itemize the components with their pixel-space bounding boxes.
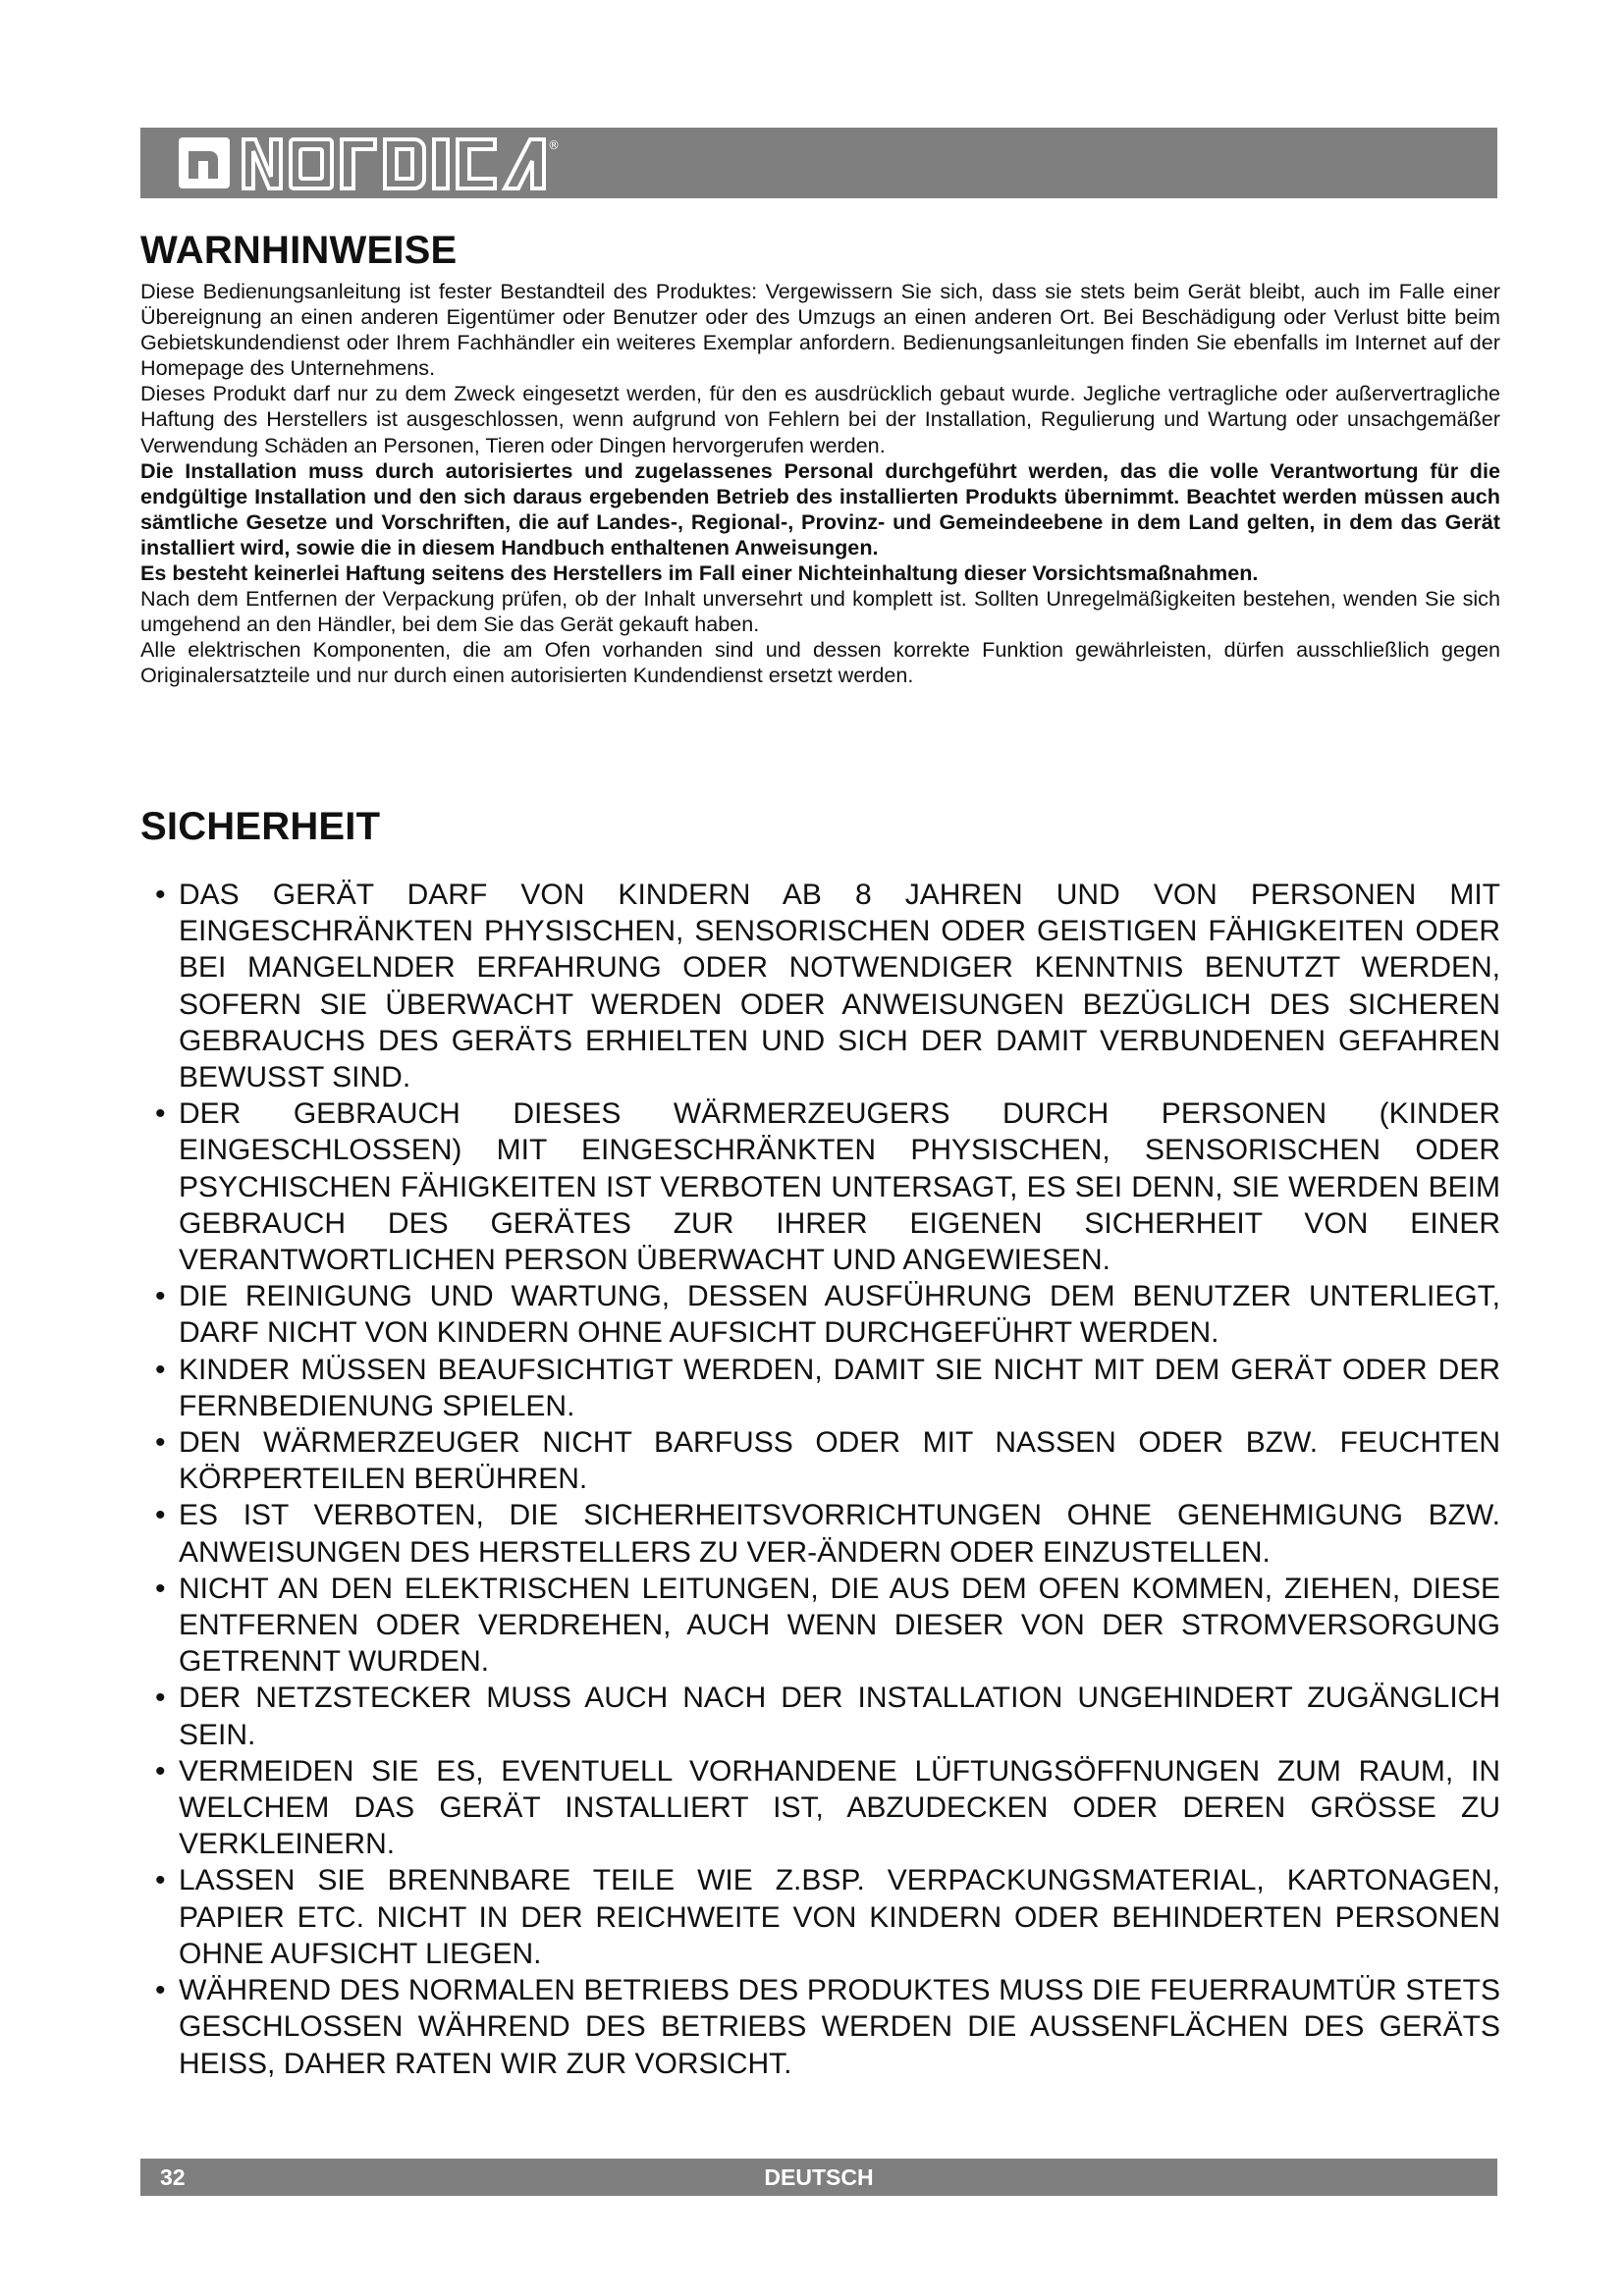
- page-number: 32: [160, 2164, 186, 2190]
- warnings-body: [140, 279, 1500, 689]
- footer-language: DEUTSCH: [764, 2164, 874, 2190]
- warnings-title: WARNHINWEISE: [140, 229, 458, 272]
- safety-title: SICHERHEIT: [140, 805, 381, 848]
- warning-paragraph: Alle elektrischen Komponenten, die am Ofen vorhanden sind und dessen korrekte Funktion gewährleisten, dürfen ausschließlich gegen Originalersatzteile und nur durch einen autorisierten Kundendienst ersetzt werden.: [140, 637, 1500, 688]
- safety-item: • ES IST VERBOTEN, DIE SICHERHEITSVORRICHTUNGEN OHNE GENEHMIGUNG BZW. ANWEISUNGEN DES HERSTELLERS ZU VER-ÄNDERN ODER EINZUSTELLEN.: [155, 1497, 1500, 1570]
- footer-bar: [140, 2159, 1497, 2196]
- safety-item: • WÄHREND DES NORMALEN BETRIEBS DES PRODUKTES MUSS DIE FEUERRAUMTÜR STETS GESCHLOSSEN WÄHREND DES BETRIEBS WERDEN DIE AUSSENFLÄCHEN DES GERÄTS HEISS, DAHER RATEN WIR ZUR VORSICHT.: [155, 1972, 1500, 2082]
- safety-item: • LASSEN SIE BRENNBARE TEILE WIE Z.BSP. VERPACKUNGSMATERIAL, KARTONAGEN, PAPIER ETC. NICHT IN DER REICHWEITE VON KINDERN ODER BEHINDERTEN PERSONEN OHNE AUFSICHT LIEGEN.: [155, 1862, 1500, 1972]
- safety-list: [155, 877, 1500, 2082]
- logo-wordmark: [244, 139, 544, 188]
- warning-paragraph: Nach dem Entfernen der Verpackung prüfen, ob der Inhalt unversehrt und komplett ist. Sollten Unregelmäßigkeiten bestehen, wenden Sie sich umgehend an den Händler, bei dem Sie das Gerät gekauft haben.: [140, 586, 1500, 637]
- safety-item: • DIE REINIGUNG UND WARTUNG, DESSEN AUSFÜHRUNG DEM BENUTZER UNTERLIEGT, DARF NICHT VON KINDERN OHNE AUFSICHT DURCHGEFÜHRT WERDEN.: [155, 1278, 1500, 1351]
- warning-paragraph: Die Installation muss durch autorisiertes und zugelassenes Personal durchgeführt werden, das die volle Verantwortung für die endgültige Installation und den sich daraus ergebenden Betrieb des installierten Produkts übernimmt. Beachtet werden müssen auch sämtliche Gesetze und Vorschriften, die auf Landes-, Regional-, Provinz- und Gemeindeebene in dem Land gelten, in dem das Gerät installiert wird, sowie die in diesem Handbuch enthaltenen Anweisungen.: [140, 457, 1500, 560]
- safety-item: • DEN WÄRMERZEUGER NICHT BARFUSS ODER MIT NASSEN ODER BZW. FEUCHTEN KÖRPERTEILEN BERÜHREN.: [155, 1424, 1500, 1497]
- safety-item: • VERMEIDEN SIE ES, EVENTUELL VORHANDENE LÜFTUNGSÖFFNUNGEN ZUM RAUM, IN WELCHEM DAS GERÄT INSTALLIERT IST, ABZUDECKEN ODER DEREN GRÖSSE ZU VERKLEINERN.: [155, 1753, 1500, 1863]
- nordica-logo: [175, 130, 568, 196]
- safety-item: • NICHT AN DEN ELEKTRISCHEN LEITUNGEN, DIE AUS DEM OFEN KOMMEN, ZIEHEN, DIESE ENTFERNEN ODER VERDREHEN, AUCH WENN DIESER VON DER STROMVERSORGUNG GETRENNT WURDEN.: [155, 1571, 1500, 1681]
- safety-item: • DER NETZSTECKER MUSS AUCH NACH DER INSTALLATION UNGEHINDERT ZUGÄNGLICH SEIN.: [155, 1680, 1500, 1752]
- warning-paragraph: Dieses Produkt darf nur zu dem Zweck eingesetzt werden, für den es ausdrücklich gebaut wurde. Jegliche vertragliche oder außervertragliche Haftung des Herstellers ist ausgeschlossen, wenn aufgrund von Fehlern bei der Installation, Regulierung und Wartung oder unsachgemäßer Verwendung Schäden an Personen, Tieren oder Dingen hervorgerufen werden.: [140, 381, 1500, 457]
- warning-paragraph: Diese Bedienungsanleitung ist fester Bestandteil des Produktes: Vergewissern Sie sich, dass sie stets beim Gerät bleibt, auch im Falle einer Übereignung an einen anderen Eigentümer oder Benutzer oder des Umzugs an einen anderen Ort. Bei Beschädigung oder Verlust bitte beim Gebietskundendienst oder Ihrem Fachhändler ein weiteres Exemplar anfordern. Bedienungsanleitungen finden Sie ebenfalls im Internet auf der Homepage des Unternehmens.: [140, 279, 1500, 381]
- safety-item: • DAS GERÄT DARF VON KINDERN AB 8 JAHREN UND VON PERSONEN MIT EINGESCHRÄNKTEN PHYSISCHEN, SENSORISCHEN ODER GEISTIGEN FÄHIGKEITEN ODER BEI MANGELNDER ERFAHRUNG ODER NOTWENDIGER KENNTNIS BENUTZT WERDEN, SOFERN SIE ÜBERWACHT WERDEN ODER ANWEISUNGEN BEZÜGLICH DES SICHEREN GEBRAUCHS DES GERÄTS ERHIELTEN UND SICH DER DAMIT VERBUNDENEN GEFAHREN BEWUSST SIND.: [155, 877, 1500, 1095]
- warning-paragraph: Es besteht keinerlei Haftung seitens des Herstellers im Fall einer Nichteinhaltung dieser Vorsichtsmaßnahmen.: [140, 561, 1259, 586]
- logo-mark-icon: [179, 137, 230, 188]
- trademark-symbol: ®: [548, 138, 560, 152]
- safety-item: • KINDER MÜSSEN BEAUFSICHTIGT WERDEN, DAMIT SIE NICHT MIT DEM GERÄT ODER DER FERNBEDIENUNG SPIELEN.: [155, 1352, 1500, 1424]
- safety-item: • DER GEBRAUCH DIESES WÄRMERZEUGERS DURCH PERSONEN (KINDER EINGESCHLOSSEN) MIT EINGESCHRÄNKTEN PHYSISCHEN, SENSORISCHEN ODER PSYCHISCHEN FÄHIGKEITEN IST VERBOTEN UNTERSAGT, ES SEI DENN, SIE WERDEN BEIM GEBRAUCH DES GERÄTES ZUR IHRER EIGENEN SICHERHEIT VON EINER VERANTWORTLICHEN PERSON ÜBERWACHT UND ANGEWIESEN.: [155, 1095, 1500, 1278]
